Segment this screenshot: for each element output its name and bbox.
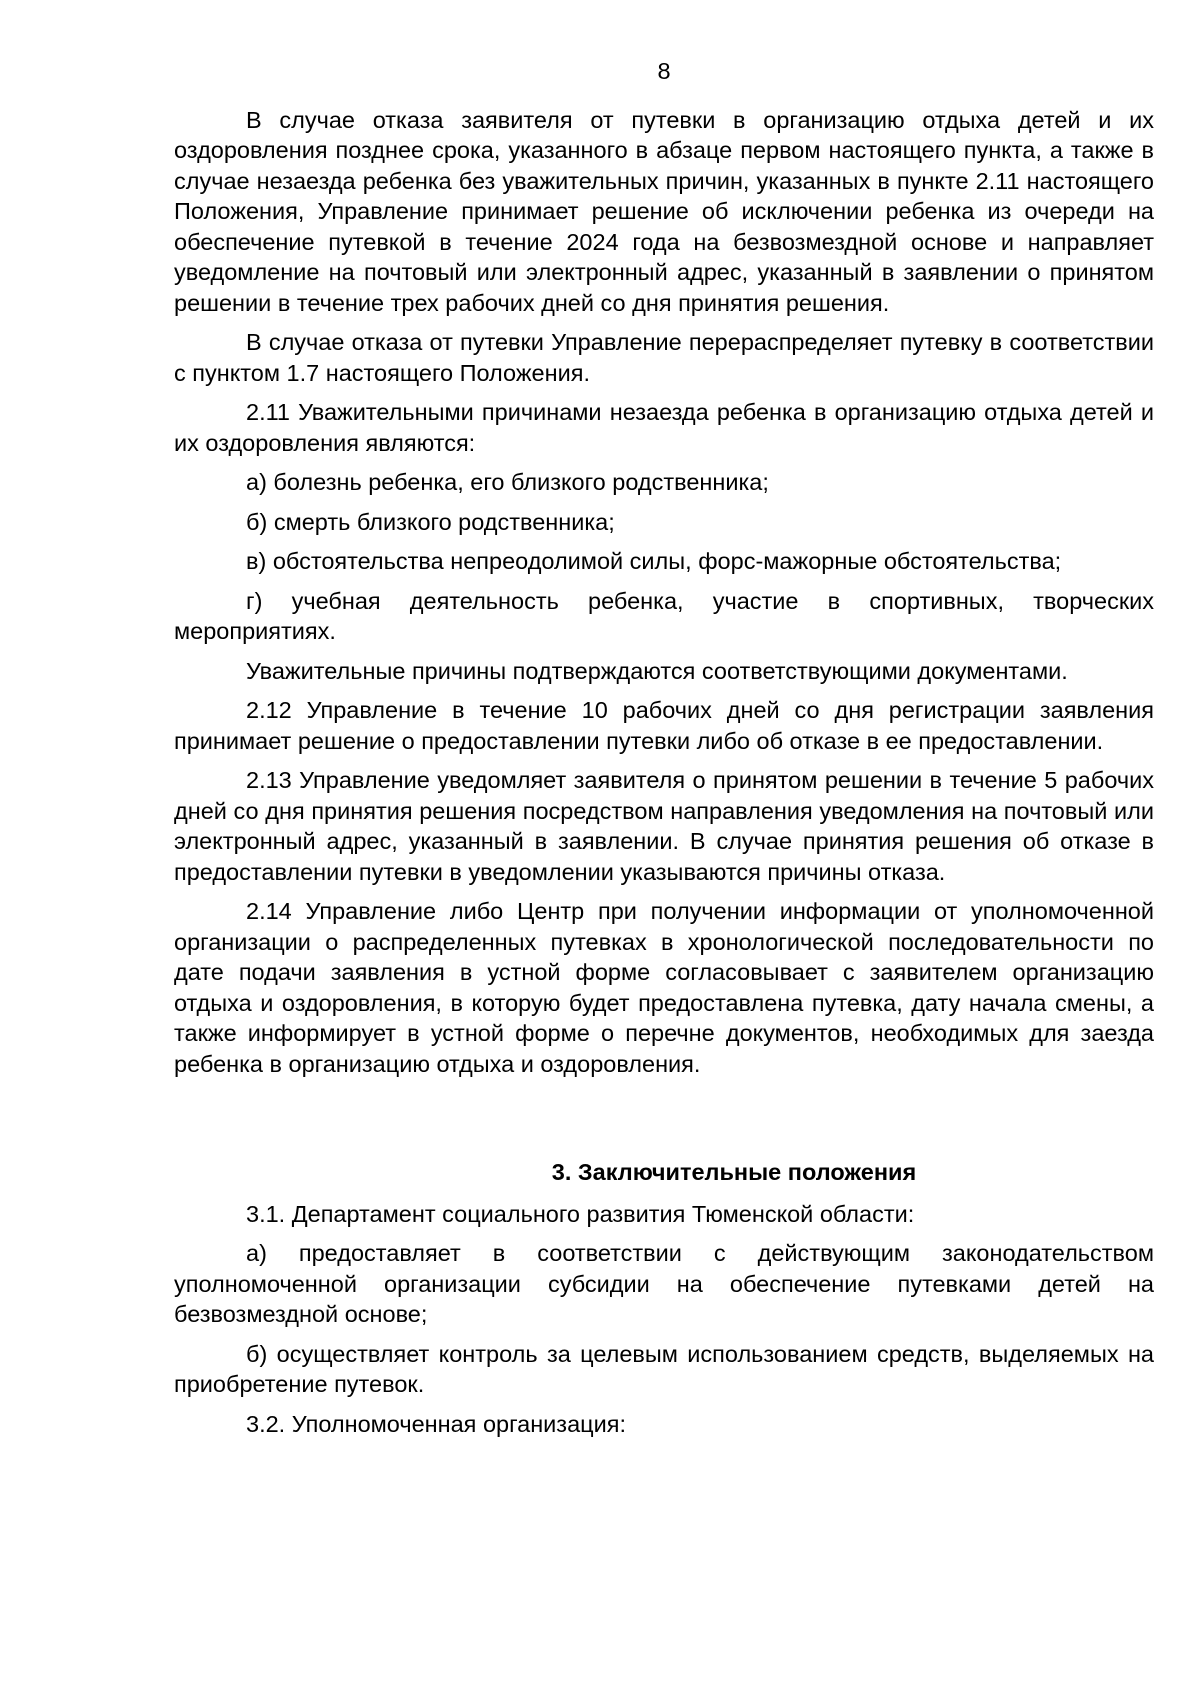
paragraph: Уважительные причины подтверждаются соответствующими документами. xyxy=(246,657,1068,684)
page-number: 8 xyxy=(657,58,671,84)
section-title: 3. Заключительные положения xyxy=(551,1159,917,1185)
list-item: г) учебная деятельность ребенка, участие в спортивных, творческих мероприятиях. xyxy=(174,587,1154,644)
list-item: а) болезнь ребенка, его близкого родственника; xyxy=(246,469,769,495)
paragraph: В случае отказа от путевки Управление перераспределяет путевку в соответствии с пунктом 1.7 настоящего Положения. xyxy=(174,329,1154,386)
paragraph: 2.11 Уважительными причинами незаезда ребенка в организацию отдыха детей и их оздоровления являются: xyxy=(174,399,1154,456)
list-item: б) осуществляет контроль за целевым использованием средств, выделяемых на приобретение путевок. xyxy=(174,1340,1154,1397)
list-item: в) обстоятельства непреодолимой силы, форс-мажорные обстоятельства; xyxy=(246,548,1062,574)
paragraph: В случае отказа заявителя от путевки в организацию отдыха детей и их оздоровления позднее срока, указанного в абзаце первом настоящего пункта, а также в случае незаезда ребенка без уважительных причин, указанных в пункте 2.11 настоящего Положения, Управление принимает решение об исключении ребенка из очереди на обеспечение путевкой в течение 2024 года на безвозмездной основе и направляет уведомление на почтовый или электронный адрес, указанный в заявлении о принятом решении в течение трех рабочих дней со дня принятия решения. xyxy=(174,106,1154,316)
document-page xyxy=(174,56,1154,1448)
paragraph: 2.12 Управление в течение 10 рабочих дней со дня регистрации заявления принимает решение о предоставлении путевки либо об отказе в ее предоставлении. xyxy=(174,697,1154,754)
paragraph: 3.1. Департамент социального развития Тюменской области: xyxy=(246,1200,915,1227)
list-item: а) предоставляет в соответствии с действующим законодательством уполномоченной организации субсидии на обеспечение путевками детей на безвозмездной основе; xyxy=(174,1240,1154,1327)
paragraph: 2.14 Управление либо Центр при получении информации от уполномоченной организации о распределенных путевках в хронологической последовательности по дате подачи заявления в устной форме согласовывает с заявителем организацию отдыха и оздоровления, в которую будет предоставлена путевка, дату начала смены, а также информирует в устной форме о перечне документов, необходимых для заезда ребенка в организацию отдыха и оздоровления. xyxy=(174,898,1154,1077)
list-item: б) смерть близкого родственника; xyxy=(246,508,615,535)
paragraph: 3.2. Уполномоченная организация: xyxy=(246,1410,626,1437)
paragraph: 2.13 Управление уведомляет заявителя о принятом решении в течение 5 рабочих дней со дня принятия решения посредством направления уведомления на почтовый или электронный адрес, указанный в заявлении. В случае принятия решения об отказе в предоставлении путевки в уведомлении указываются причины отказа. xyxy=(174,767,1154,885)
